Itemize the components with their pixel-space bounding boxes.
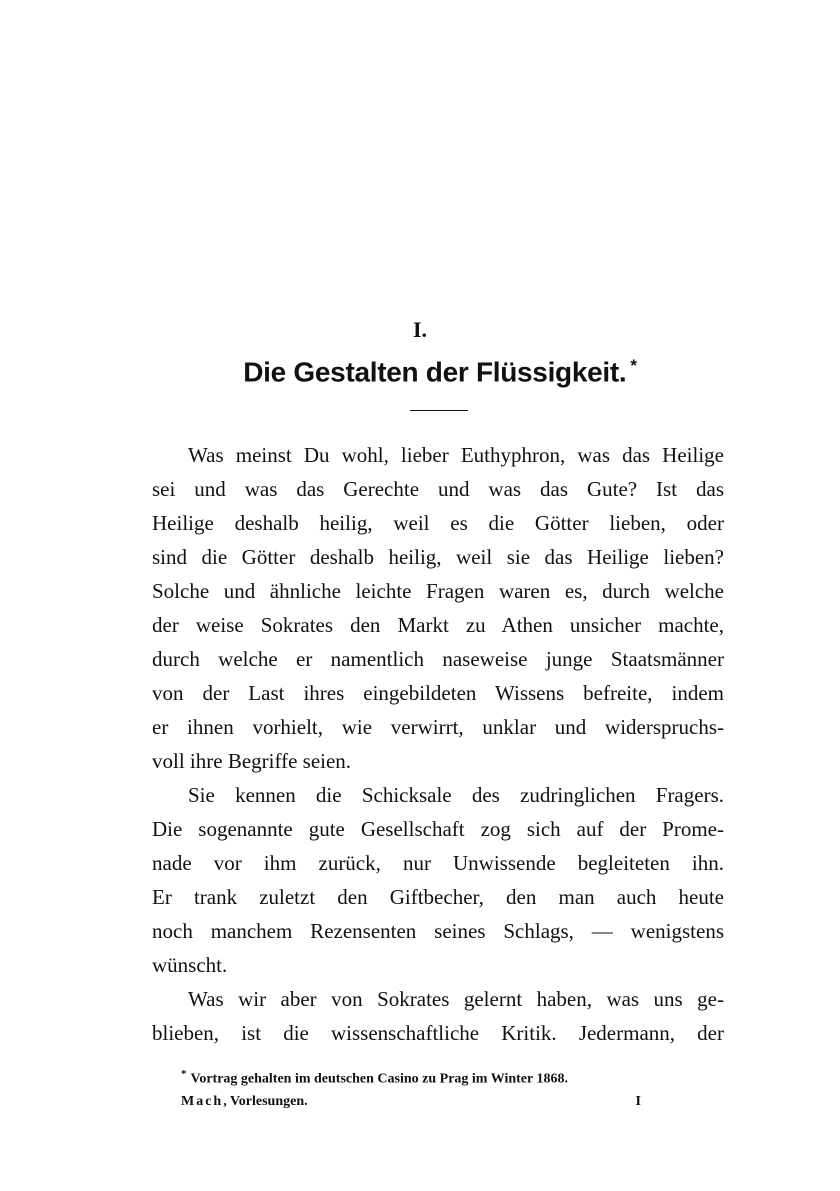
footnote-mark: *: [181, 1068, 187, 1080]
footnote: [181, 1068, 568, 1088]
signature-line: [181, 1094, 641, 1110]
footnote-text: Vortrag gehalten im deutschen Casino zu Prag im Winter 1868.: [190, 1071, 568, 1087]
text-line: sei und was das Gerechte und was das Gute? Ist das: [152, 477, 724, 501]
chapter-title: [0, 356, 840, 388]
footnote-reference-mark: *: [630, 356, 637, 375]
chapter-title-text: Die Gestalten der Flüssigkeit.: [243, 356, 627, 388]
signature-author: Mach: [181, 1094, 224, 1109]
text-line: Sie kennen die Schicksale des zudringlichen Fragers.: [188, 783, 724, 807]
text-line: nade vor ihm zurück, nur Unwissende begleiteten ihn.: [152, 851, 724, 875]
text-line: noch manchem Rezensenten seines Schlags, — wenigstens: [152, 919, 724, 943]
title-divider: [410, 410, 468, 411]
text-line: Heilige deshalb heilig, weil es die Götter lieben, oder: [152, 511, 724, 535]
text-line: blieben, ist die wissenschaftliche Kritik. Jedermann, der: [152, 1021, 724, 1045]
text-line: sind die Götter deshalb heilig, weil sie das Heilige lieben?: [152, 545, 724, 569]
text-line: Die sogenannte gute Gesellschaft zog sich auf der Prome-: [152, 817, 724, 841]
text-line: wünscht.: [152, 953, 228, 977]
text-line: Er trank zuletzt den Giftbecher, den man auch heute: [152, 885, 724, 909]
signature-mark: I: [635, 1094, 641, 1109]
body-text: [152, 438, 724, 1050]
text-line: er ihnen vorhielt, wie verwirrt, unklar und widerspruchs-: [152, 715, 724, 739]
text-line: Was wir aber von Sokrates gelernt haben, was uns ge-: [188, 987, 724, 1011]
text-line: Solche und ähnliche leichte Fragen waren es, durch welche: [152, 579, 724, 603]
chapter-number: I.: [412, 317, 428, 342]
text-line: Was meinst Du wohl, lieber Euthyphron, was das Heilige: [188, 443, 724, 467]
text-line: der weise Sokrates den Markt zu Athen unsicher machte,: [152, 613, 724, 637]
text-line: durch welche er namentlich naseweise junge Staatsmänner: [152, 647, 724, 671]
text-line: voll ihre Begriffe seien.: [152, 749, 352, 773]
text-line: von der Last ihres eingebildeten Wissens befreite, indem: [152, 681, 724, 705]
signature-work: , Vorlesungen.: [223, 1094, 308, 1109]
